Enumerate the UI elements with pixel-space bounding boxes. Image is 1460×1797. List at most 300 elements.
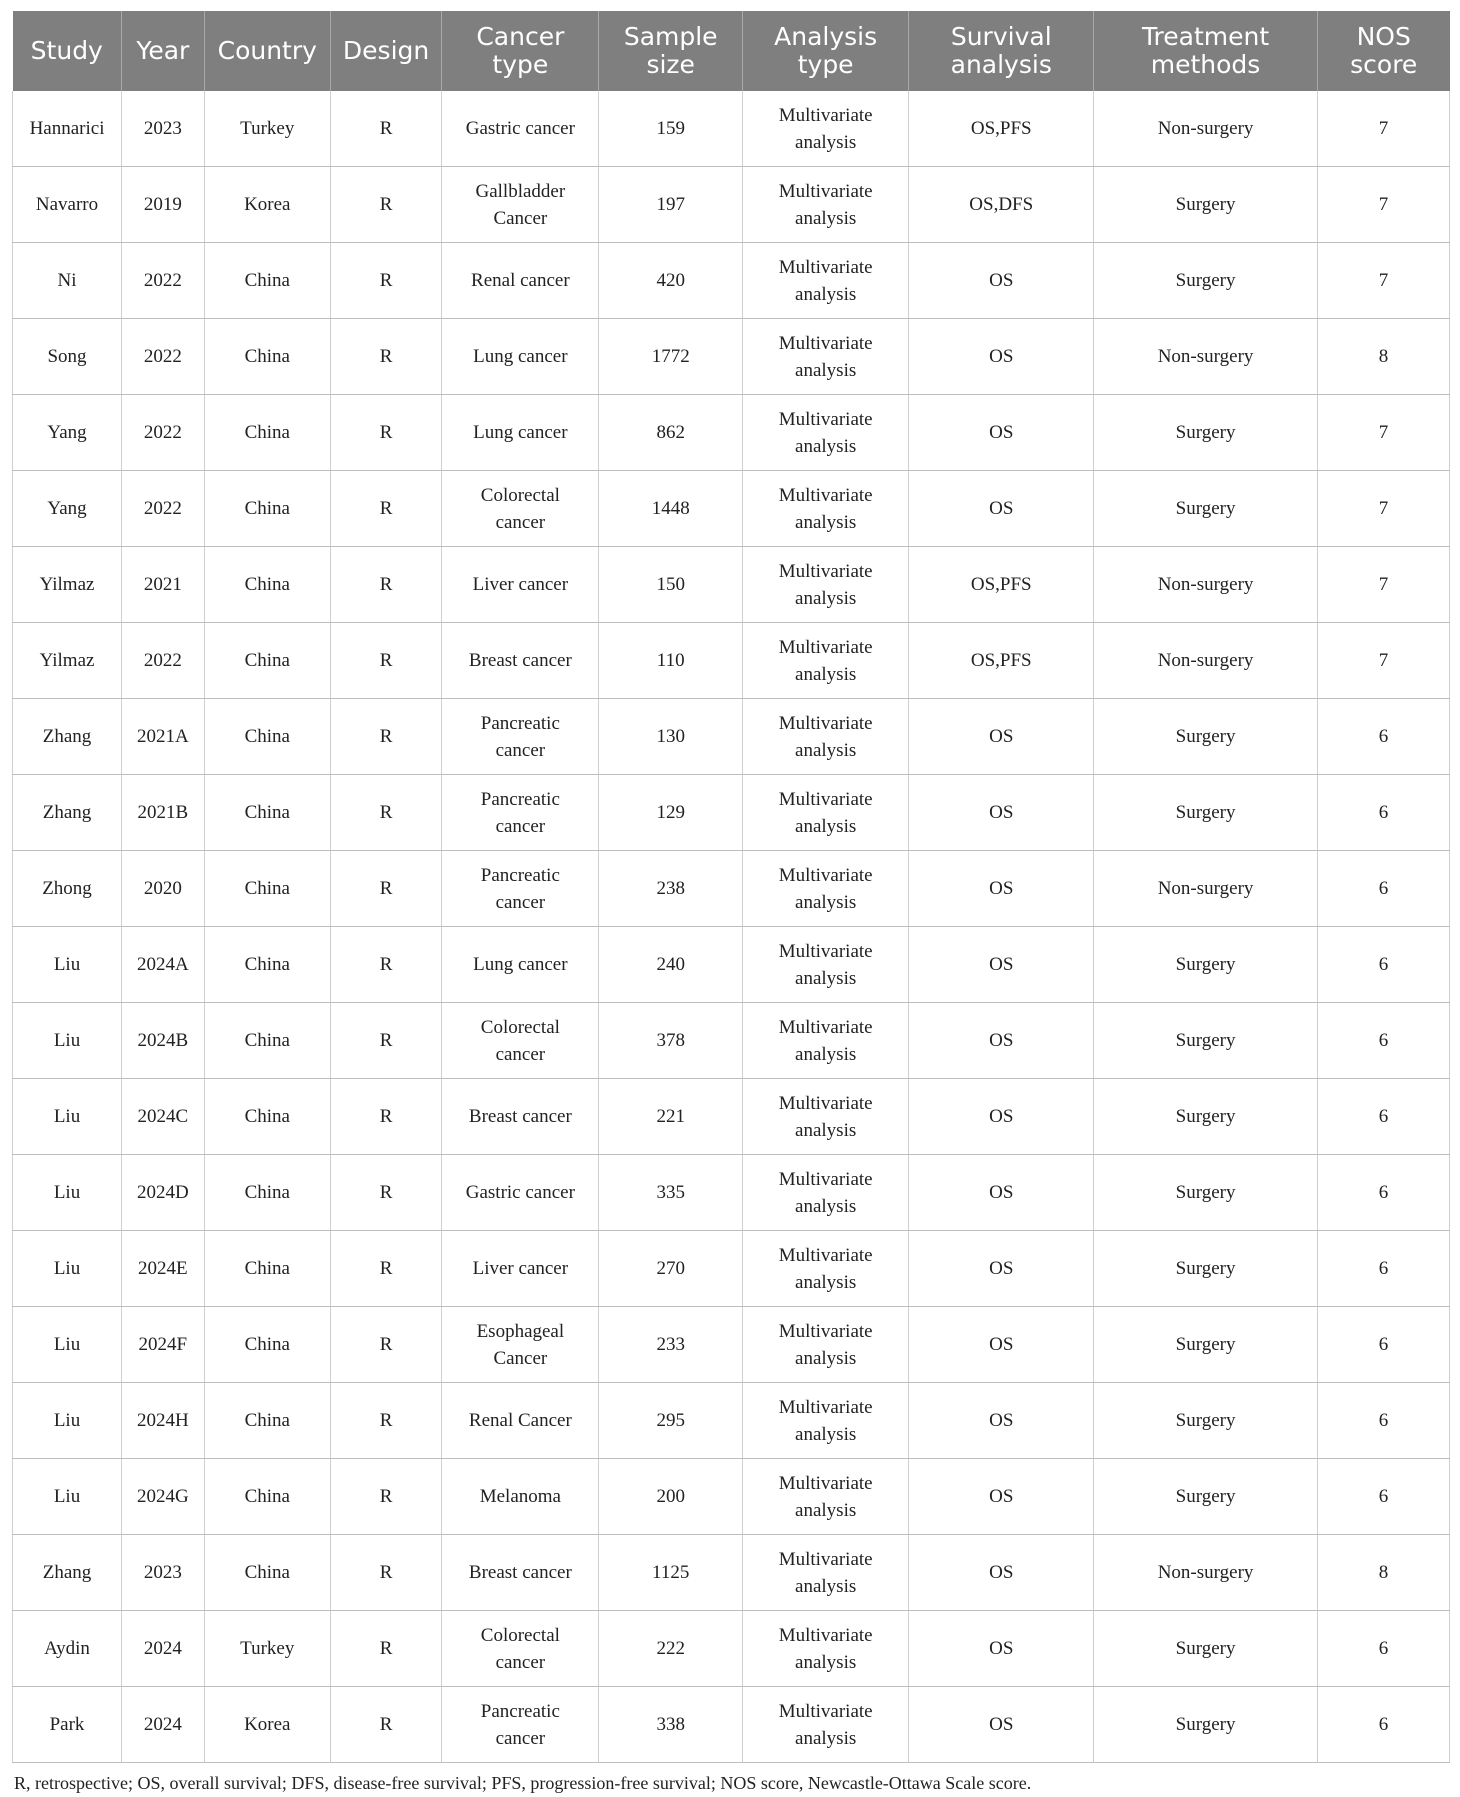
cell-cancer-type bbox=[442, 243, 599, 319]
cell-text: 1772 bbox=[651, 346, 690, 367]
cell-nos-score bbox=[1317, 243, 1449, 319]
cell-text: Lung cancer bbox=[473, 954, 568, 975]
cell-treatment-methods bbox=[1094, 91, 1318, 167]
cell-text: China bbox=[244, 422, 290, 443]
column-header-line: Cancer bbox=[476, 22, 565, 51]
cell-analysis-type bbox=[742, 1003, 908, 1079]
cell-study bbox=[13, 1383, 122, 1459]
cell-treatment-methods bbox=[1094, 927, 1318, 1003]
cell-text: Turkey bbox=[240, 118, 295, 139]
cell-text: 6 bbox=[1378, 802, 1389, 823]
cell-text: Surgery bbox=[1175, 726, 1236, 747]
cell-sample-size bbox=[599, 547, 742, 623]
cell-nos-score bbox=[1317, 927, 1449, 1003]
cell-treatment-methods bbox=[1094, 1079, 1318, 1155]
cell-text: China bbox=[244, 498, 290, 519]
cell-cancer-type bbox=[442, 775, 599, 851]
cell-country bbox=[204, 1459, 330, 1535]
cell-text: China bbox=[244, 802, 290, 823]
cell-study bbox=[13, 471, 122, 547]
cell-nos-score bbox=[1317, 851, 1449, 927]
cell-text: 238 bbox=[656, 878, 685, 899]
cell-text: Surgery bbox=[1175, 954, 1236, 975]
column-header-analysis-type bbox=[742, 11, 908, 91]
cell-text: 335 bbox=[656, 1182, 685, 1203]
cell-study bbox=[13, 1307, 122, 1383]
cell-text: Zhang bbox=[42, 726, 92, 747]
cell-sample-size bbox=[599, 851, 742, 927]
cell-design bbox=[330, 547, 441, 623]
cell-text: Multivariate bbox=[778, 712, 873, 734]
cell-design bbox=[330, 1155, 441, 1231]
cell-text: Multivariate bbox=[778, 560, 873, 582]
cell-text: R bbox=[379, 878, 393, 899]
cell-text: analysis bbox=[795, 1347, 857, 1369]
cell-text: China bbox=[244, 1106, 290, 1127]
cell-design bbox=[330, 851, 441, 927]
cell-cancer-type bbox=[442, 1155, 599, 1231]
cell-survival-analysis bbox=[909, 1459, 1094, 1535]
cell-text: R bbox=[379, 726, 393, 747]
table-row bbox=[13, 471, 1450, 547]
cell-sample-size bbox=[599, 167, 742, 243]
cell-study bbox=[13, 623, 122, 699]
cell-analysis-type bbox=[742, 927, 908, 1003]
cell-text: analysis bbox=[795, 587, 857, 609]
cell-treatment-methods bbox=[1094, 1535, 1318, 1611]
cell-design bbox=[330, 1383, 441, 1459]
cell-survival-analysis bbox=[909, 1003, 1094, 1079]
table-footnote: R, retrospective; OS, overall survival; DFS, disease-free survival; PFS, progression-free survival; NOS score, Newcastle-Ottawa Scale score. bbox=[14, 1773, 1032, 1793]
cell-country bbox=[204, 1231, 330, 1307]
cell-sample-size bbox=[599, 623, 742, 699]
cell-sample-size bbox=[599, 1155, 742, 1231]
cell-text: analysis bbox=[795, 1423, 857, 1445]
cell-year bbox=[122, 775, 205, 851]
cell-study bbox=[13, 243, 122, 319]
column-header-line: Survival bbox=[950, 22, 1052, 51]
cell-country bbox=[204, 1155, 330, 1231]
table-row bbox=[13, 1611, 1450, 1687]
cell-text: analysis bbox=[795, 891, 857, 913]
cell-text: China bbox=[244, 346, 290, 367]
cell-country bbox=[204, 851, 330, 927]
cell-country bbox=[204, 1535, 330, 1611]
cell-text: Pancreatic bbox=[480, 864, 560, 886]
cell-text: analysis bbox=[795, 1575, 857, 1597]
cell-text: Gallbladder bbox=[475, 180, 566, 202]
cell-sample-size bbox=[599, 1459, 742, 1535]
cell-design bbox=[330, 91, 441, 167]
cell-country bbox=[204, 1611, 330, 1687]
cell-text: OS bbox=[989, 1638, 1014, 1659]
cell-text: Navarro bbox=[35, 194, 99, 215]
cell-cancer-type bbox=[442, 699, 599, 775]
cell-text: Multivariate bbox=[778, 1320, 873, 1342]
column-header-line: Treatment bbox=[1141, 22, 1270, 51]
table-row bbox=[13, 1535, 1450, 1611]
cell-text: Surgery bbox=[1175, 802, 1236, 823]
cell-year bbox=[122, 851, 205, 927]
cell-text: R bbox=[379, 1486, 393, 1507]
cell-text: China bbox=[244, 270, 290, 291]
cell-sample-size bbox=[599, 1003, 742, 1079]
cell-text: China bbox=[244, 726, 290, 747]
table-row bbox=[13, 243, 1450, 319]
cell-nos-score bbox=[1317, 395, 1449, 471]
table-row bbox=[13, 1079, 1450, 1155]
cell-analysis-type bbox=[742, 91, 908, 167]
cell-text: 233 bbox=[656, 1334, 685, 1355]
cell-text: 2024H bbox=[136, 1410, 189, 1431]
cell-country bbox=[204, 167, 330, 243]
cell-analysis-type bbox=[742, 1231, 908, 1307]
table-row bbox=[13, 1307, 1450, 1383]
cell-text: 200 bbox=[656, 1486, 685, 1507]
cell-survival-analysis bbox=[909, 1687, 1094, 1763]
cell-text: Cancer bbox=[493, 207, 548, 229]
cell-sample-size bbox=[599, 699, 742, 775]
cell-study bbox=[13, 547, 122, 623]
cell-treatment-methods bbox=[1094, 1459, 1318, 1535]
cell-text: 6 bbox=[1378, 1410, 1389, 1431]
cell-year bbox=[122, 1383, 205, 1459]
cell-text: Renal cancer bbox=[471, 270, 570, 291]
cell-text: R bbox=[379, 346, 393, 367]
cell-text: Cancer bbox=[493, 1347, 548, 1369]
cell-country bbox=[204, 91, 330, 167]
cell-survival-analysis bbox=[909, 1231, 1094, 1307]
column-header-line: analysis bbox=[950, 50, 1052, 79]
cell-study bbox=[13, 927, 122, 1003]
cell-study bbox=[13, 1155, 122, 1231]
cell-text: Liver cancer bbox=[472, 1258, 569, 1279]
cell-text: Multivariate bbox=[778, 332, 873, 354]
cell-country bbox=[204, 1687, 330, 1763]
cell-text: 240 bbox=[656, 954, 685, 975]
cell-country bbox=[204, 1307, 330, 1383]
cell-text: Multivariate bbox=[778, 636, 873, 658]
cell-text: R bbox=[379, 1258, 393, 1279]
cell-design bbox=[330, 1611, 441, 1687]
cell-text: analysis bbox=[795, 359, 857, 381]
cell-text: R bbox=[379, 270, 393, 291]
cell-text: analysis bbox=[795, 1119, 857, 1141]
column-header-line: size bbox=[646, 50, 695, 79]
cell-text: analysis bbox=[795, 1727, 857, 1749]
cell-text: 110 bbox=[656, 650, 685, 671]
column-header-year bbox=[122, 11, 205, 91]
cell-survival-analysis bbox=[909, 471, 1094, 547]
cell-design bbox=[330, 1003, 441, 1079]
cell-text: 295 bbox=[656, 1410, 685, 1431]
cell-treatment-methods bbox=[1094, 395, 1318, 471]
cell-year bbox=[122, 243, 205, 319]
cell-design bbox=[330, 1079, 441, 1155]
table-row bbox=[13, 1459, 1450, 1535]
cell-survival-analysis bbox=[909, 623, 1094, 699]
cell-text: Surgery bbox=[1175, 1410, 1236, 1431]
cell-text: China bbox=[244, 650, 290, 671]
cell-text: 6 bbox=[1378, 1182, 1389, 1203]
cell-text: Park bbox=[49, 1714, 85, 1735]
cell-text: Korea bbox=[244, 194, 291, 215]
cell-text: cancer bbox=[495, 1651, 546, 1673]
cell-text: Surgery bbox=[1175, 1182, 1236, 1203]
cell-study bbox=[13, 395, 122, 471]
cell-design bbox=[330, 1231, 441, 1307]
cell-text: China bbox=[244, 878, 290, 899]
cell-text: Yilmaz bbox=[39, 574, 95, 595]
cell-text: OS bbox=[989, 1334, 1014, 1355]
cell-text: 159 bbox=[656, 118, 685, 139]
cell-text: R bbox=[379, 194, 393, 215]
cell-text: Ni bbox=[57, 270, 77, 291]
table-row bbox=[13, 547, 1450, 623]
cell-text: Song bbox=[47, 346, 87, 367]
cell-text: Multivariate bbox=[778, 1548, 873, 1570]
cell-cancer-type bbox=[442, 1459, 599, 1535]
cell-sample-size bbox=[599, 395, 742, 471]
cell-study bbox=[13, 167, 122, 243]
cell-text: R bbox=[379, 1334, 393, 1355]
cell-text: Non-surgery bbox=[1157, 1562, 1254, 1583]
cell-text: 8 bbox=[1378, 346, 1389, 367]
cell-design bbox=[330, 699, 441, 775]
cell-sample-size bbox=[599, 1079, 742, 1155]
cell-analysis-type bbox=[742, 395, 908, 471]
cell-text: Multivariate bbox=[778, 788, 873, 810]
cell-text: 270 bbox=[656, 1258, 685, 1279]
table-row bbox=[13, 775, 1450, 851]
cell-analysis-type bbox=[742, 1611, 908, 1687]
cell-analysis-type bbox=[742, 1459, 908, 1535]
cell-year bbox=[122, 623, 205, 699]
table-row bbox=[13, 623, 1450, 699]
table-row bbox=[13, 1687, 1450, 1763]
cell-text: cancer bbox=[495, 511, 546, 533]
cell-study bbox=[13, 1003, 122, 1079]
cell-text: R bbox=[379, 574, 393, 595]
cell-text: 2022 bbox=[143, 650, 182, 671]
cell-analysis-type bbox=[742, 1383, 908, 1459]
cell-text: 129 bbox=[656, 802, 685, 823]
cell-text: 2024F bbox=[138, 1334, 188, 1355]
cell-nos-score bbox=[1317, 1079, 1449, 1155]
column-header-line: score bbox=[1350, 50, 1418, 79]
cell-text: Surgery bbox=[1175, 422, 1236, 443]
cell-study bbox=[13, 1459, 122, 1535]
cell-nos-score bbox=[1317, 167, 1449, 243]
cell-nos-score bbox=[1317, 699, 1449, 775]
cell-text: analysis bbox=[795, 1195, 857, 1217]
column-header-line: Analysis bbox=[774, 22, 878, 51]
cell-text: Surgery bbox=[1175, 194, 1236, 215]
cell-text: OS bbox=[989, 1410, 1014, 1431]
cell-design bbox=[330, 623, 441, 699]
cell-design bbox=[330, 167, 441, 243]
cell-text: 130 bbox=[656, 726, 685, 747]
cell-text: 6 bbox=[1378, 1106, 1389, 1127]
cell-nos-score bbox=[1317, 471, 1449, 547]
cell-text: Surgery bbox=[1175, 1638, 1236, 1659]
cell-text: Gastric cancer bbox=[465, 118, 575, 139]
cell-text: China bbox=[244, 1562, 290, 1583]
cell-text: 7 bbox=[1378, 194, 1389, 215]
cell-text: Pancreatic bbox=[480, 1700, 560, 1722]
cell-text: China bbox=[244, 1486, 290, 1507]
cell-treatment-methods bbox=[1094, 1155, 1318, 1231]
cell-text: 6 bbox=[1378, 1258, 1389, 1279]
cell-study bbox=[13, 1079, 122, 1155]
cell-text: 6 bbox=[1378, 1486, 1389, 1507]
cell-survival-analysis bbox=[909, 775, 1094, 851]
cell-text: Liver cancer bbox=[472, 574, 569, 595]
cell-text: 2024A bbox=[136, 954, 189, 975]
cell-text: OS,DFS bbox=[969, 194, 1034, 215]
cell-design bbox=[330, 395, 441, 471]
cell-text: Zhong bbox=[42, 878, 92, 899]
cell-text: 2023 bbox=[143, 118, 182, 139]
cell-text: Melanoma bbox=[479, 1486, 561, 1507]
cell-study bbox=[13, 775, 122, 851]
cell-text: Zhang bbox=[42, 1562, 92, 1583]
header-row bbox=[13, 11, 1450, 91]
cell-text: Multivariate bbox=[778, 1624, 873, 1646]
cell-sample-size bbox=[599, 1535, 742, 1611]
cell-survival-analysis bbox=[909, 851, 1094, 927]
cell-survival-analysis bbox=[909, 547, 1094, 623]
cell-text: China bbox=[244, 1258, 290, 1279]
cell-text: 2021 bbox=[143, 574, 182, 595]
cell-sample-size bbox=[599, 1687, 742, 1763]
cell-text: 1125 bbox=[652, 1562, 690, 1583]
cell-sample-size bbox=[599, 1383, 742, 1459]
cell-text: 8 bbox=[1378, 1562, 1389, 1583]
cell-treatment-methods bbox=[1094, 775, 1318, 851]
cell-survival-analysis bbox=[909, 927, 1094, 1003]
cell-study bbox=[13, 1535, 122, 1611]
cell-text: 6 bbox=[1378, 954, 1389, 975]
column-header-survival-analysis bbox=[909, 11, 1094, 91]
cell-study bbox=[13, 1611, 122, 1687]
cell-text: analysis bbox=[795, 1651, 857, 1673]
cell-treatment-methods bbox=[1094, 1611, 1318, 1687]
cell-design bbox=[330, 1535, 441, 1611]
cell-text: OS bbox=[989, 954, 1014, 975]
cell-text: Liu bbox=[53, 1258, 81, 1279]
cell-text: analysis bbox=[795, 1499, 857, 1521]
cell-analysis-type bbox=[742, 1155, 908, 1231]
cell-text: Multivariate bbox=[778, 1472, 873, 1494]
table-row bbox=[13, 851, 1450, 927]
cell-cancer-type bbox=[442, 1003, 599, 1079]
column-header-line: NOS bbox=[1356, 22, 1411, 51]
cell-year bbox=[122, 1155, 205, 1231]
cell-cancer-type bbox=[442, 547, 599, 623]
cell-text: OS,PFS bbox=[970, 650, 1032, 671]
cell-text: R bbox=[379, 1030, 393, 1051]
cell-sample-size bbox=[599, 1611, 742, 1687]
table-container bbox=[12, 11, 1450, 1794]
cell-text: Turkey bbox=[240, 1638, 295, 1659]
cell-nos-score bbox=[1317, 1687, 1449, 1763]
cell-text: 150 bbox=[656, 574, 685, 595]
cell-text: Yang bbox=[47, 422, 87, 443]
cell-text: OS bbox=[989, 802, 1014, 823]
cell-text: 2021A bbox=[136, 726, 189, 747]
cell-treatment-methods bbox=[1094, 471, 1318, 547]
cell-text: Multivariate bbox=[778, 256, 873, 278]
cell-text: China bbox=[244, 1030, 290, 1051]
cell-analysis-type bbox=[742, 471, 908, 547]
cell-treatment-methods bbox=[1094, 243, 1318, 319]
cell-text: 2020 bbox=[143, 878, 182, 899]
cell-text: 6 bbox=[1378, 1334, 1389, 1355]
cell-text: analysis bbox=[795, 283, 857, 305]
column-header-sample-size bbox=[599, 11, 742, 91]
cell-text: 2024B bbox=[137, 1030, 189, 1051]
cell-cancer-type bbox=[442, 927, 599, 1003]
table-row bbox=[13, 395, 1450, 471]
cell-analysis-type bbox=[742, 851, 908, 927]
cell-study bbox=[13, 1687, 122, 1763]
cell-nos-score bbox=[1317, 1383, 1449, 1459]
cell-cancer-type bbox=[442, 1687, 599, 1763]
cell-text: China bbox=[244, 1410, 290, 1431]
table-row bbox=[13, 91, 1450, 167]
cell-text: 2019 bbox=[143, 194, 182, 215]
cell-text: OS bbox=[989, 346, 1014, 367]
cell-text: Zhang bbox=[42, 802, 92, 823]
column-header-treatment-methods bbox=[1094, 11, 1318, 91]
cell-treatment-methods bbox=[1094, 319, 1318, 395]
cell-survival-analysis bbox=[909, 1535, 1094, 1611]
cell-text: 2024C bbox=[137, 1106, 189, 1127]
cell-year bbox=[122, 699, 205, 775]
cell-year bbox=[122, 1687, 205, 1763]
column-header-line: Study bbox=[30, 36, 103, 65]
cell-design bbox=[330, 927, 441, 1003]
cell-text: Non-surgery bbox=[1157, 346, 1254, 367]
cell-nos-score bbox=[1317, 1155, 1449, 1231]
cell-year bbox=[122, 1231, 205, 1307]
cell-sample-size bbox=[599, 319, 742, 395]
cell-text: analysis bbox=[795, 511, 857, 533]
cell-sample-size bbox=[599, 1231, 742, 1307]
cell-text: OS bbox=[989, 1714, 1014, 1735]
cell-text: R bbox=[379, 650, 393, 671]
cell-design bbox=[330, 243, 441, 319]
cell-text: Surgery bbox=[1175, 270, 1236, 291]
cell-text: OS bbox=[989, 1258, 1014, 1279]
cell-text: OS bbox=[989, 1106, 1014, 1127]
cell-text: R bbox=[379, 422, 393, 443]
cell-text: Non-surgery bbox=[1157, 574, 1254, 595]
cell-text: Hannarici bbox=[29, 118, 105, 139]
cell-country bbox=[204, 775, 330, 851]
cell-cancer-type bbox=[442, 91, 599, 167]
cell-text: Esophageal bbox=[476, 1320, 565, 1342]
cell-cancer-type bbox=[442, 1231, 599, 1307]
cell-sample-size bbox=[599, 243, 742, 319]
cell-treatment-methods bbox=[1094, 1003, 1318, 1079]
cell-study bbox=[13, 1231, 122, 1307]
cell-treatment-methods bbox=[1094, 167, 1318, 243]
cell-text: Surgery bbox=[1175, 1258, 1236, 1279]
cell-text: analysis bbox=[795, 207, 857, 229]
column-header-line: methods bbox=[1150, 50, 1261, 79]
